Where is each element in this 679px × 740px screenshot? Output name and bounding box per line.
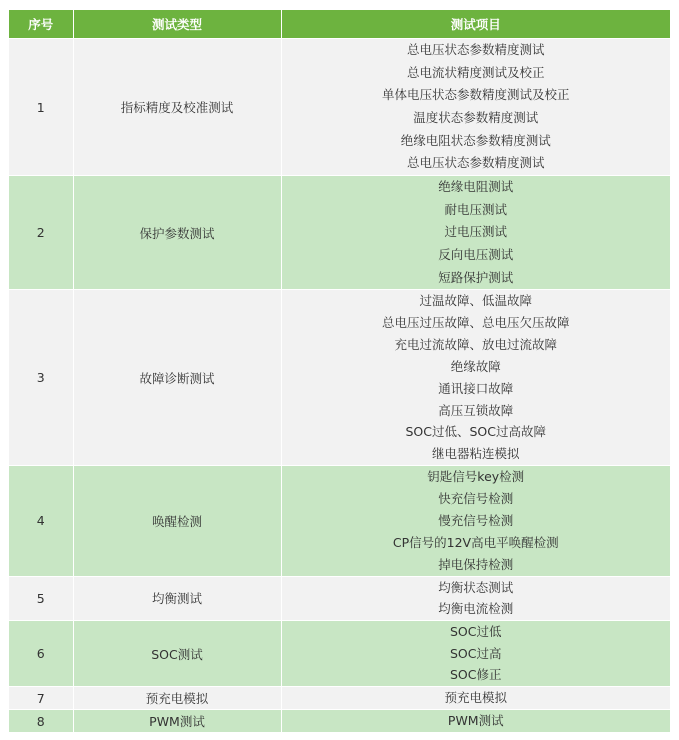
test-item: 通讯接口故障 bbox=[438, 380, 514, 396]
row-index: 1 bbox=[9, 39, 73, 176]
table-body bbox=[9, 39, 670, 733]
test-item: 总电压状态参数精度测试 bbox=[406, 155, 545, 171]
table-row bbox=[9, 576, 670, 620]
test-item: 绝缘电阻状态参数精度测试 bbox=[400, 132, 551, 148]
test-item: 绝缘电阻测试 bbox=[438, 179, 514, 195]
test-item: 继电器粘连模拟 bbox=[431, 446, 520, 462]
row-test-items bbox=[281, 39, 670, 176]
test-item: CP信号的12V高电平唤醒检测 bbox=[392, 534, 559, 550]
row-test-items bbox=[281, 290, 670, 466]
row-index: 5 bbox=[9, 576, 73, 620]
row-test-items bbox=[281, 710, 670, 733]
row-test-type: PWM测试 bbox=[73, 710, 281, 733]
test-item: 过电压测试 bbox=[444, 224, 507, 240]
test-item: 掉电保持检测 bbox=[438, 556, 514, 572]
row-test-type: 故障诊断测试 bbox=[73, 290, 281, 466]
header-test-items: 测试项目 bbox=[281, 10, 670, 39]
test-items-table bbox=[9, 10, 670, 732]
row-test-type: 保护参数测试 bbox=[73, 176, 281, 290]
test-item: 单体电压状态参数精度测试及校正 bbox=[381, 87, 570, 103]
row-test-items bbox=[281, 620, 670, 686]
table-row bbox=[9, 290, 670, 466]
row-test-items bbox=[281, 576, 670, 620]
test-item: 过温故障、低温故障 bbox=[419, 293, 532, 309]
table-row bbox=[9, 710, 670, 733]
test-item: 总电压过压故障、总电压欠压故障 bbox=[381, 314, 570, 330]
test-item: 高压互锁故障 bbox=[438, 402, 514, 418]
test-item: 预充电模拟 bbox=[444, 690, 507, 706]
table-row bbox=[9, 39, 670, 176]
test-item: 反向电压测试 bbox=[438, 246, 514, 262]
test-item: 总电压状态参数精度测试 bbox=[406, 42, 545, 57]
test-item: SOC过低 bbox=[449, 623, 502, 639]
row-test-type: 预充电模拟 bbox=[73, 687, 281, 710]
table-row bbox=[9, 176, 670, 290]
row-test-items bbox=[281, 176, 670, 290]
row-index: 2 bbox=[9, 176, 73, 290]
test-item: PWM测试 bbox=[447, 713, 504, 729]
table-row bbox=[9, 620, 670, 686]
row-index: 4 bbox=[9, 466, 73, 576]
table-row bbox=[9, 687, 670, 710]
test-item: SOC过低、SOC过高故障 bbox=[405, 424, 546, 440]
test-item: 绝缘故障 bbox=[450, 358, 501, 374]
header-test-type: 测试类型 bbox=[73, 10, 281, 39]
row-index: 8 bbox=[9, 710, 73, 733]
header-index: 序号 bbox=[9, 10, 73, 39]
test-item: 均衡状态测试 bbox=[438, 579, 514, 595]
row-index: 7 bbox=[9, 687, 73, 710]
test-item: 慢充信号检测 bbox=[438, 513, 514, 528]
test-item: 温度状态参数精度测试 bbox=[413, 110, 539, 126]
row-test-items bbox=[281, 687, 670, 710]
test-item: SOC过高 bbox=[449, 645, 502, 661]
row-index: 3 bbox=[9, 290, 73, 466]
test-item: SOC修正 bbox=[449, 667, 502, 683]
row-index: 6 bbox=[9, 620, 73, 686]
header-row bbox=[9, 10, 670, 39]
test-item: 快充信号检测 bbox=[438, 491, 514, 507]
row-test-type: SOC测试 bbox=[73, 620, 281, 686]
table-header bbox=[9, 10, 670, 39]
row-test-type: 均衡测试 bbox=[73, 576, 281, 620]
test-item: 钥匙信号key检测 bbox=[427, 469, 525, 485]
row-test-items bbox=[281, 466, 670, 576]
test-item: 充电过流故障、放电过流故障 bbox=[394, 336, 557, 352]
test-item: 总电流状精度测试及校正 bbox=[406, 64, 545, 80]
row-test-type: 唤醒检测 bbox=[73, 466, 281, 576]
row-test-type: 指标精度及校准测试 bbox=[73, 39, 281, 176]
table-row bbox=[9, 466, 670, 576]
test-item: 耐电压测试 bbox=[444, 201, 507, 217]
test-item: 均衡电流检测 bbox=[438, 601, 514, 617]
test-item: 短路保护测试 bbox=[438, 269, 514, 285]
